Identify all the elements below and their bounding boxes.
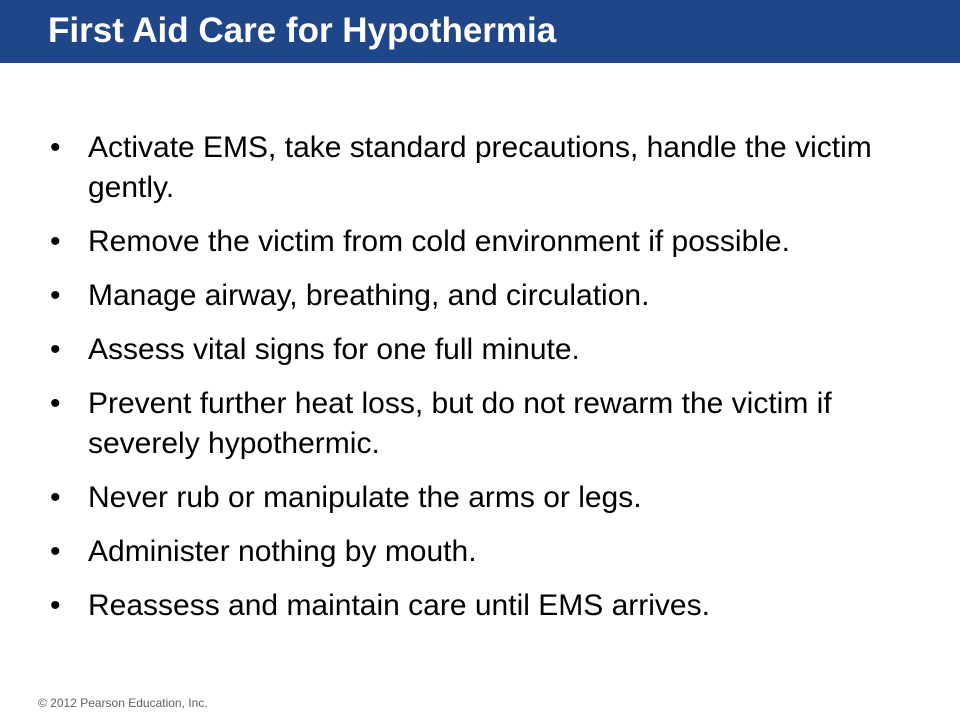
bullet-icon: •: [50, 225, 61, 258]
bullet-icon: •: [50, 481, 61, 514]
bullet-text: Assess vital signs for one full minute.: [88, 333, 580, 366]
bullet-text: Never rub or manipulate the arms or legs.: [88, 481, 642, 514]
slide-title: First Aid Care for Hypothermia: [48, 11, 557, 50]
bullet-icon: •: [50, 589, 61, 622]
bullet-item: [0, 478, 960, 518]
bullet-item: [0, 276, 960, 316]
title-bar: [0, 0, 960, 63]
bullet-item: [0, 128, 960, 208]
bullet-text: Reassess and maintain care until EMS arrives.: [88, 589, 710, 622]
bullet-list: [0, 128, 960, 640]
bullet-text: Prevent further heat loss, but do not rewarm the victim if severely hypothermic.: [88, 387, 832, 460]
bullet-text: Manage airway, breathing, and circulation.: [88, 279, 650, 312]
bullet-item: [0, 222, 960, 262]
bullet-icon: •: [50, 279, 61, 312]
bullet-icon: •: [50, 131, 61, 164]
bullet-item: [0, 532, 960, 572]
bullet-text: Remove the victim from cold environment if possible.: [88, 225, 790, 258]
bullet-item: [0, 330, 960, 370]
bullet-text: Activate EMS, take standard precautions, handle the victim gently.: [88, 131, 872, 204]
bullet-text: Administer nothing by mouth.: [88, 535, 477, 568]
bullet-icon: •: [50, 535, 61, 568]
bullet-icon: •: [50, 387, 61, 420]
bullet-item: [0, 586, 960, 626]
copyright-footer: © 2012 Pearson Education, Inc.: [38, 696, 208, 710]
bullet-icon: •: [50, 333, 61, 366]
bullet-item: [0, 384, 960, 464]
